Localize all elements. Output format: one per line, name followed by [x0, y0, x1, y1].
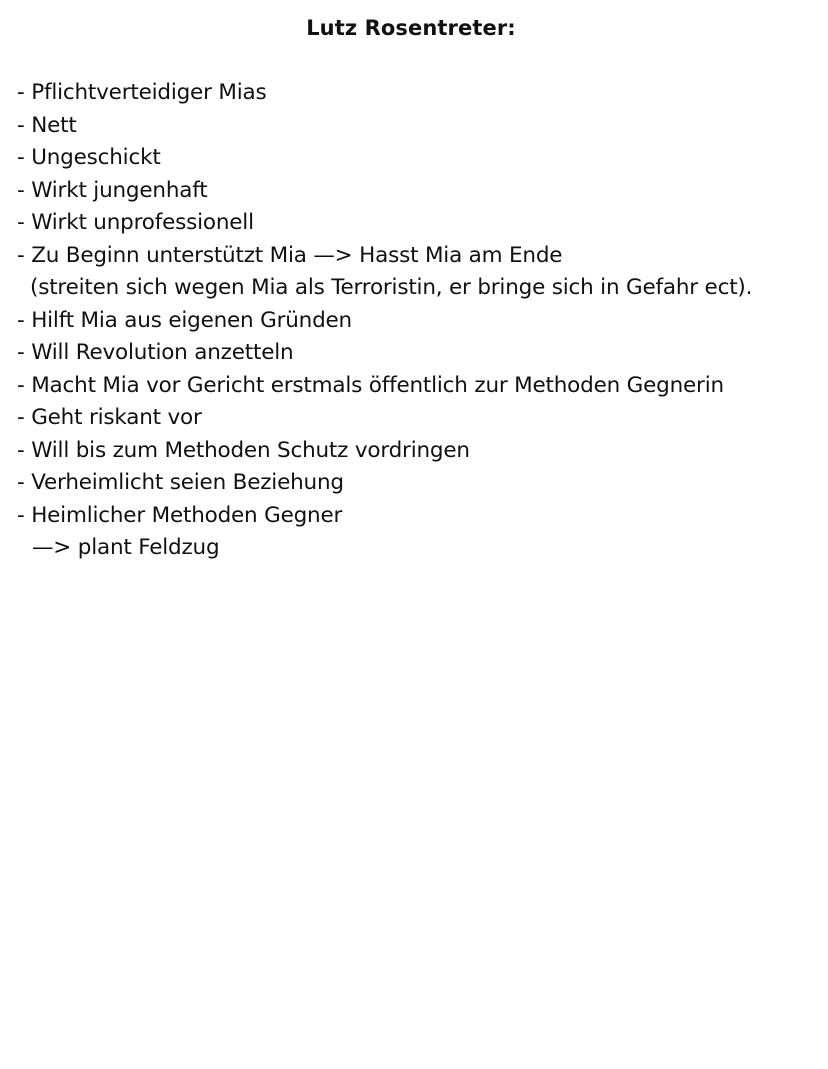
- list-item: - Nett: [17, 112, 77, 138]
- list-item: - Hilft Mia aus eigenen Gründen: [17, 307, 352, 333]
- list-item: - Macht Mia vor Gericht erstmals öffentlich zur Methoden Gegnerin: [17, 372, 724, 398]
- list-item: - Wirkt jungenhaft: [17, 177, 208, 203]
- list-item: - Heimlicher Methoden Gegner: [17, 502, 343, 528]
- list-item: - Will bis zum Methoden Schutz vordringen: [17, 437, 470, 463]
- list-item: - Zu Beginn unterstützt Mia —> Hasst Mia am Ende: [17, 242, 563, 268]
- list-item-continuation: (streiten sich wegen Mia als Terroristin, er bringe sich in Gefahr ect).: [30, 275, 753, 300]
- note-list: [17, 77, 817, 565]
- list-item: - Verheimlicht seien Beziehung: [17, 470, 344, 495]
- page-title: Lutz Rosentreter:: [306, 16, 516, 40]
- list-item: - Wirkt unprofessionell: [17, 210, 254, 235]
- list-item: - Pflichtverteidiger Mias: [17, 80, 267, 105]
- list-item: - Geht riskant vor: [17, 405, 202, 430]
- list-item: - Will Revolution anzetteln: [17, 340, 294, 365]
- list-item-continuation: —> plant Feldzug: [32, 535, 220, 560]
- list-item: - Ungeschickt: [17, 145, 161, 170]
